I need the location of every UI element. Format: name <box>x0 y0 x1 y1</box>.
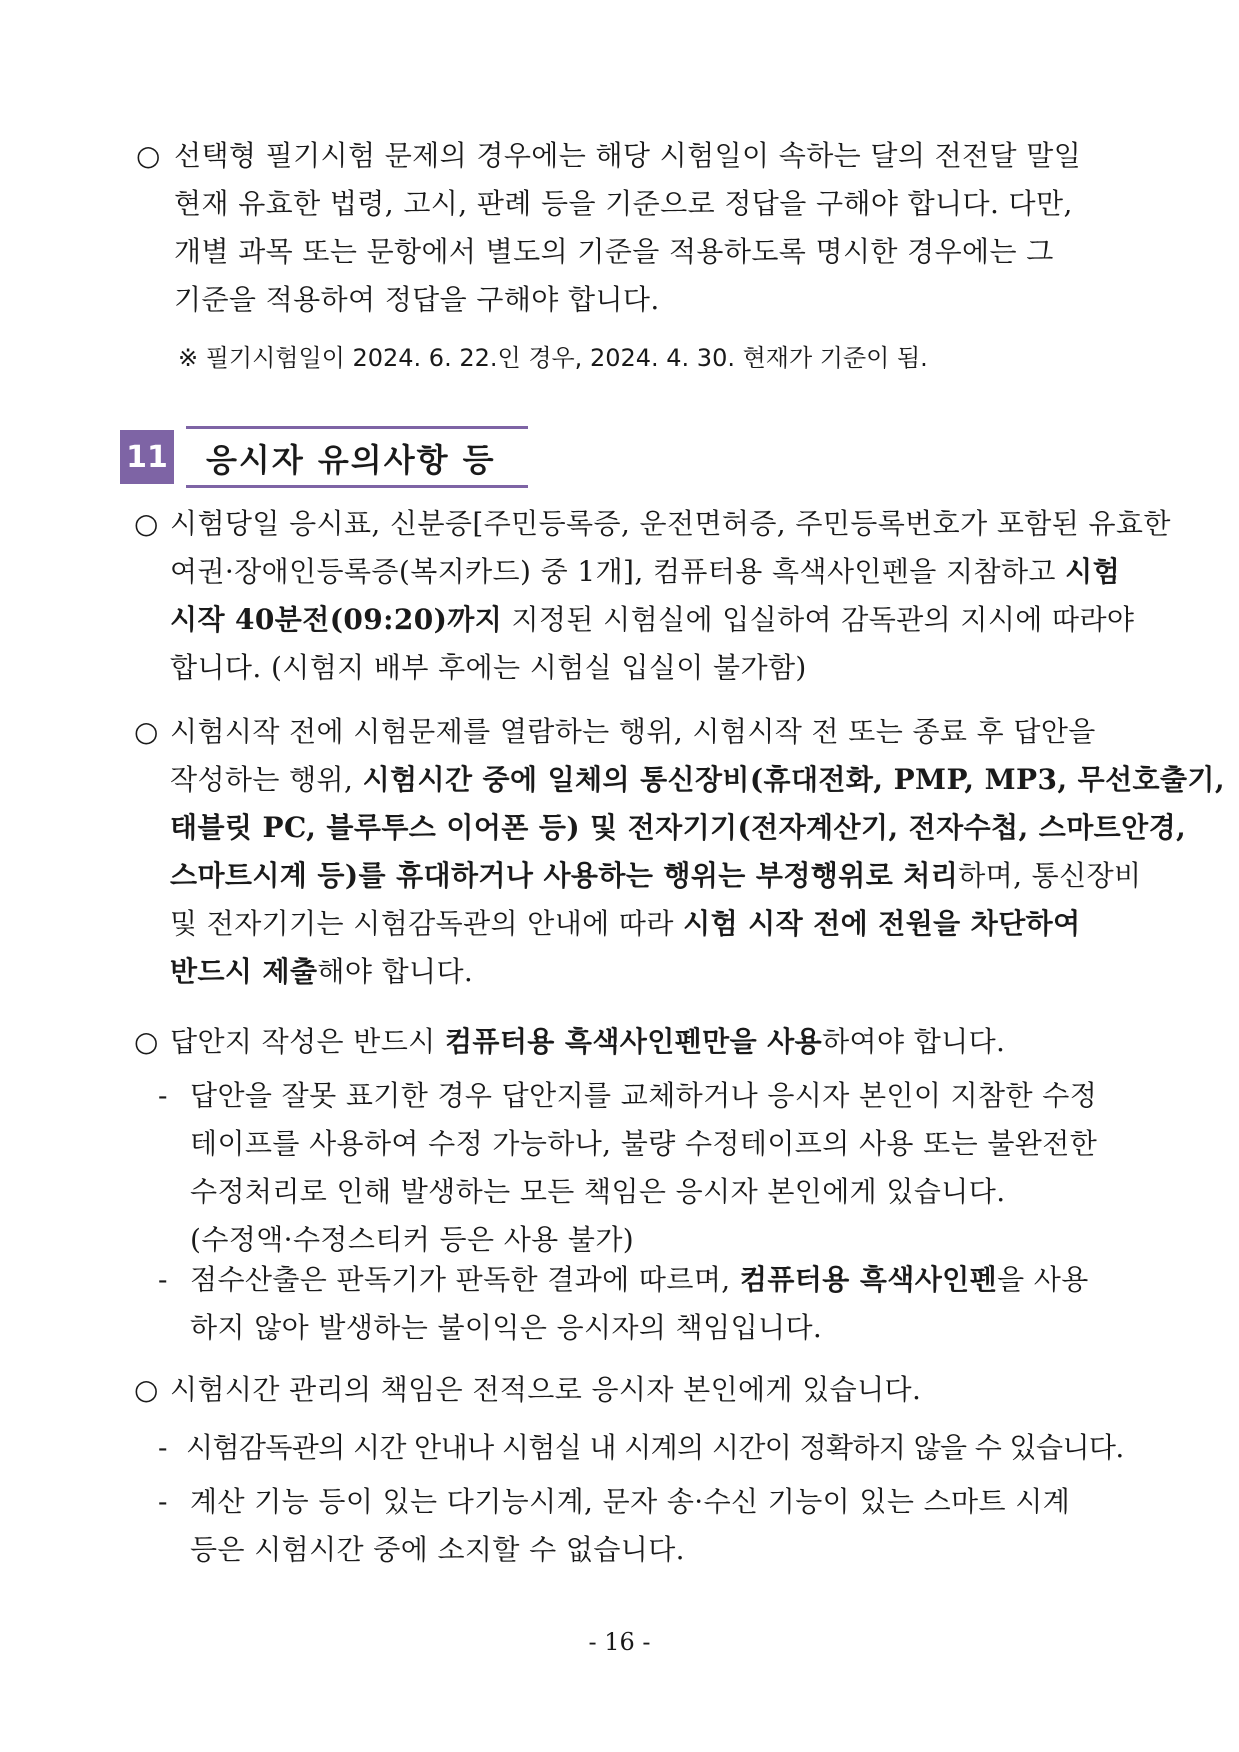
emphasis-text: 스마트시계 등)를 휴대하거나 사용하는 행위는 부정행위로 처리 <box>170 859 959 892</box>
bullet-circle: ○ <box>134 715 159 748</box>
text-span: 지정된 시험실에 입실하여 감독관의 지시에 따라야 <box>502 603 1135 636</box>
item-time-management <box>170 1366 1002 1414</box>
text-span: 및 전자기기는 시험감독관의 안내에 따라 <box>170 907 684 940</box>
text-line: 하지 않아 발생하는 불이익은 응시자의 책임입니다. <box>190 1311 823 1344</box>
text-line <box>170 756 1226 804</box>
text-line: 등은 시험시간 중에 소지할 수 없습니다. <box>190 1533 685 1566</box>
item-answer-sheet <box>170 1018 1006 1066</box>
emphasis-text: 태블릿 PC, 블루투스 이어폰 등) 및 전자기기(전자계산기, 전자수첩, 스마트안경, <box>170 811 1187 844</box>
text-line <box>170 548 1121 596</box>
section-title: 응시자 유의사항 등 <box>206 441 496 479</box>
dash-marker: - <box>158 1079 168 1112</box>
sub-item-smartwatch <box>190 1478 1071 1574</box>
emphasis-text: 컴퓨터용 흑색사인펜만을 사용 <box>444 1025 823 1058</box>
text-line: 개별 과목 또는 문항에서 별도의 기준을 적용하도록 명시한 경우에는 그 <box>174 235 1054 268</box>
emphasis-text: 시험시간 중에 일체의 통신장비(휴대전화, PMP, MP3, 무선호출기, <box>362 763 1226 796</box>
text-span: 여권·장애인등록증(복지카드) 중 1개], 컴퓨터용 흑색사인펜을 지참하고 <box>170 555 1066 588</box>
emphasis-text: 시험 시작 전에 전원을 차단하여 <box>683 907 1081 940</box>
text-span: 해야 합니다. <box>317 955 474 988</box>
text-line <box>170 596 1135 644</box>
text-line <box>170 852 1142 900</box>
text-line: 답안을 잘못 표기한 경우 답안지를 교체하거나 응시자 본인이 지참한 수정 <box>190 1079 1098 1112</box>
text-span: 을 사용 <box>997 1263 1089 1296</box>
sub-item-scoring <box>190 1256 1089 1352</box>
reference-note: ※ 필기시험일이 2024. 6. 22.인 경우, 2024. 4. 30. 현재가 기준이 됨. <box>178 344 928 372</box>
text-line: 시험감독관의 시간 안내나 시험실 내 시계의 시간이 정확하지 않을 수 있습니다. <box>186 1431 1124 1464</box>
bullet-circle: ○ <box>136 139 161 172</box>
section-number-badge: 11 <box>120 430 174 484</box>
text-line: 합니다. (시험지 배부 후에는 시험실 입실이 불가함) <box>170 651 807 684</box>
bullet-circle: ○ <box>134 1373 159 1406</box>
item-id-admission <box>170 500 1171 692</box>
text-line: 선택형 필기시험 문제의 경우에는 해당 시험일이 속하는 달의 전전달 말일 <box>174 139 1082 172</box>
text-span: 하며, 통신장비 <box>958 859 1142 892</box>
text-line <box>190 1256 1089 1304</box>
emphasis-text: 시작 40분전(09:20)까지 <box>170 603 503 636</box>
text-line: 기준을 적용하여 정답을 구해야 합니다. <box>174 283 660 316</box>
text-span: 점수산출은 판독기가 판독한 결과에 따르며, <box>190 1263 740 1296</box>
text-line <box>170 804 1187 852</box>
page-number: - 16 - <box>588 1628 651 1656</box>
text-line: 테이프를 사용하여 수정 가능하나, 불량 수정테이프의 사용 또는 불완전한 <box>190 1127 1098 1160</box>
section-title-box <box>186 426 528 488</box>
sub-item-clock <box>186 1424 1124 1472</box>
text-span: 답안지 작성은 반드시 <box>170 1025 445 1058</box>
sub-item-correction <box>190 1072 1098 1264</box>
text-line <box>170 948 1002 996</box>
text-line: 수정처리로 인해 발생하는 모든 책임은 응시자 본인에게 있습니다. <box>190 1175 1006 1208</box>
text-line <box>170 1018 1006 1066</box>
bullet-circle: ○ <box>134 1025 159 1058</box>
text-line: 시험시작 전에 시험문제를 열람하는 행위, 시험시작 전 또는 종료 후 답안을 <box>170 715 1096 748</box>
dash-marker: - <box>158 1431 168 1464</box>
text-line: 현재 유효한 법령, 고시, 판례 등을 기준으로 정답을 구해야 합니다. 다만, <box>174 187 1073 220</box>
emphasis-text: 컴퓨터용 흑색사인펜 <box>739 1263 998 1296</box>
top-paragraph <box>174 132 1082 324</box>
dash-marker: - <box>158 1263 168 1296</box>
item-cheating-devices <box>170 708 1226 996</box>
text-line: 시험시간 관리의 책임은 전적으로 응시자 본인에게 있습니다. <box>170 1373 922 1406</box>
text-span: 하여야 합니다. <box>822 1025 1006 1058</box>
text-line: (수정액·수정스티커 등은 사용 불가) <box>190 1223 635 1256</box>
text-span: 작성하는 행위, <box>170 763 363 796</box>
emphasis-text: 반드시 제출 <box>170 955 318 988</box>
emphasis-text: 시험 <box>1065 555 1121 588</box>
dash-marker: - <box>158 1485 168 1518</box>
text-line <box>170 900 1081 948</box>
bullet-circle: ○ <box>134 507 159 540</box>
text-line: 계산 기능 등이 있는 다기능시계, 문자 송·수신 기능이 있는 스마트 시계 <box>190 1485 1071 1518</box>
text-line: 시험당일 응시표, 신분증[주민등록증, 운전면허증, 주민등록번호가 포함된 유효한 <box>170 507 1171 540</box>
